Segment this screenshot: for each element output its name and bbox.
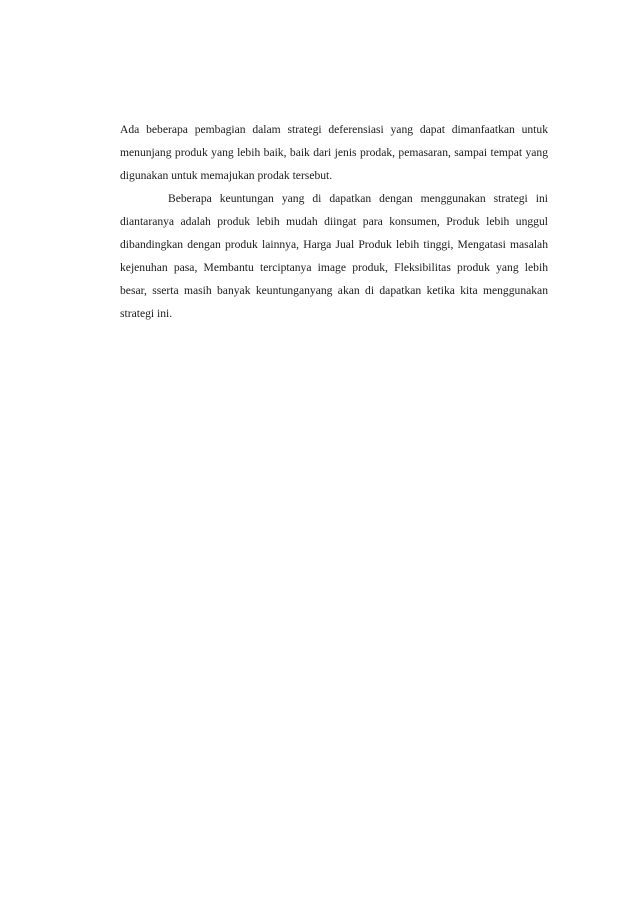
paragraph-differentiation-strategy: Ada beberapa pembagian dalam strategi deferensiasi yang dapat dimanfaatkan untuk menunjang produk yang lebih baik, baik dari jenis prodak, pemasaran, sampai tempat yang digunakan untuk memajukan prodak tersebut. (120, 123, 548, 182)
body-text (120, 118, 548, 325)
paragraph-strategy-benefits: Beberapa keuntungan yang di dapatkan dengan menggunakan strategi ini diantaranya adalah produk lebih mudah diingat para konsumen, Produk lebih unggul dibandingkan dengan produk lainnya, Harga Jual Produk lebih tinggi, Mengatasi masalah kejenuhan pasa, Membantu terciptanya image produk, Fleksibilitas produk yang lebih besar, sserta masih banyak keuntunganyang akan di dapatkan ketika kita menggunakan strategi ini. (120, 192, 548, 320)
